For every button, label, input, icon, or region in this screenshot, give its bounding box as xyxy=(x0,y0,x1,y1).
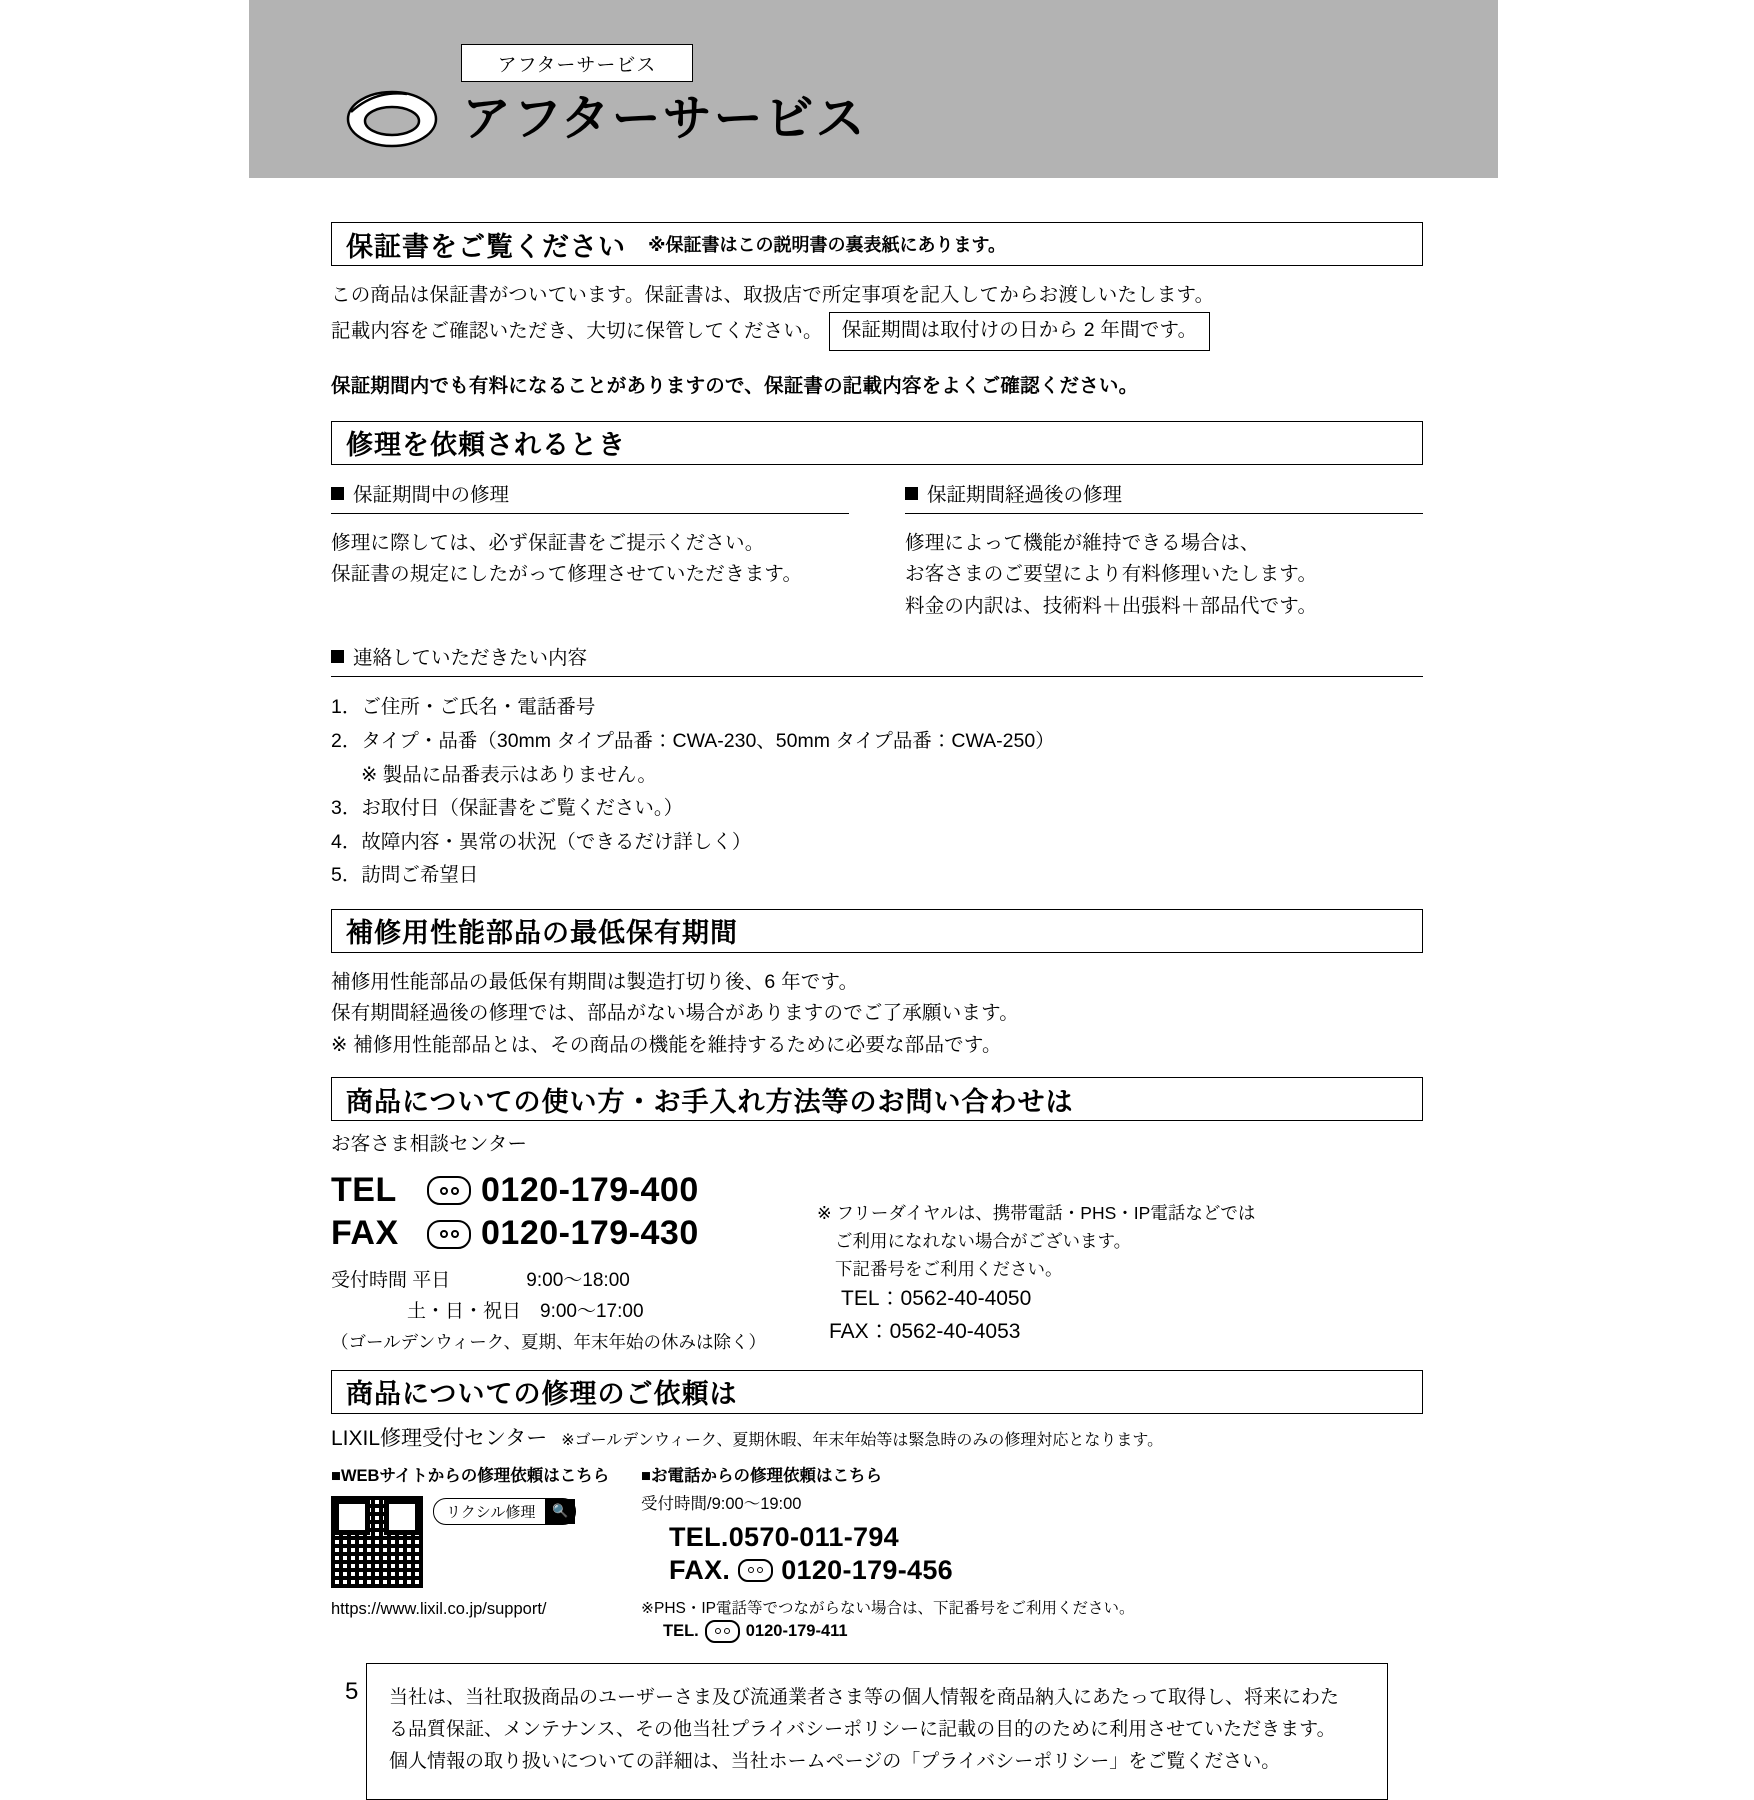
inquiry-center-name: お客さま相談センター xyxy=(331,1133,528,1156)
bullet-square-icon xyxy=(905,487,918,500)
section-heading-repair-request xyxy=(331,421,1423,465)
inquiry-hours-weekday: 平日 9:00〜18:00 xyxy=(412,1270,630,1291)
bullet-square-icon xyxy=(331,487,344,500)
repair-in-warranty-line-2: 保証書の規定にしたがって修理させていただきます。 xyxy=(331,563,803,586)
repair-after-warranty-head-text: 保証期間経過後の修理 xyxy=(927,483,1123,506)
freedial-icon xyxy=(705,1620,740,1643)
repair-phone-head: ■お電話からの修理依頼はこちら xyxy=(641,1466,882,1485)
warranty-line-2: 記載内容をご確認いただき、大切に保管してください。 xyxy=(331,319,823,342)
repair-in-warranty-head xyxy=(331,479,849,514)
inquiry-alt-fax: FAX：0562-40-4053 xyxy=(829,1319,1021,1343)
parts-line-2: 保有期間経過後の修理では、部品がない場合がありますのでご了承願います。 xyxy=(331,1002,1019,1025)
warranty-heading-note: ※保証書はこの説明書の裏表紙にあります。 xyxy=(648,235,1007,255)
repair-phone-fax: 0120-179-456 xyxy=(781,1554,953,1585)
repair-web-head: ■WEBサイトからの修理依頼はこちら xyxy=(331,1466,610,1485)
repair-contact-head xyxy=(331,642,1423,677)
list-item: 3．お取付日（保証書をご覧ください。） xyxy=(331,797,684,820)
qr-code-icon[interactable] xyxy=(331,1496,423,1588)
repair-center-body xyxy=(331,1422,1423,1643)
page-title: アフターサービス xyxy=(462,91,867,146)
list-item: 1．ご住所・ご氏名・電話番号 xyxy=(331,696,596,719)
repair-contact-list xyxy=(331,691,1423,892)
inquiry-hours-weekend: 土・日・祝日 9:00〜17:00 xyxy=(407,1300,644,1322)
repair-after-warranty-line-1: 修理によって機能が維持できる場合は、 xyxy=(905,531,1260,554)
search-keyword-text: リクシル修理 xyxy=(446,1503,536,1521)
warranty-bold-note: 保証期間内でも有料になることがありますので、保証書の記載内容をよくご確認ください。 xyxy=(331,375,1139,398)
repair-phone-hours: 受付時間/9:00〜19:00 xyxy=(641,1494,802,1513)
inquiry-fax-number: 0120-179-430 xyxy=(481,1214,699,1253)
warranty-line-2-wrap xyxy=(331,312,1423,352)
inquiry-heading-text: 商品についての使い方・お手入れ方法等のお問い合わせは xyxy=(346,1086,1074,1117)
inquiry-fax-label: FAX xyxy=(331,1214,399,1253)
privacy-line-1: 当社は、当社取扱商品のユーザーさま及び流通業者さま等の個人情報を商品納入にあたって取得し、将来にわた xyxy=(389,1686,1340,1708)
repair-request-heading-text: 修理を依頼されるとき xyxy=(346,430,626,461)
repair-center-name: LIXIL修理受付センター xyxy=(331,1426,548,1450)
privacy-line-3: 個人情報の取り扱いについての詳細は、当社ホームページの「プライバシーポリシー」をご覧ください。 xyxy=(389,1751,1281,1773)
inquiry-note-line-2: ご利用になれない場合がございます。 xyxy=(835,1230,1132,1251)
page-header xyxy=(345,88,867,150)
inquiry-note xyxy=(801,1169,1255,1348)
warranty-line-1: この商品は保証書がついています。保証書は、取扱店で所定事項を記入してからお渡しいたします。 xyxy=(331,284,1215,306)
list-item: 4．故障内容・異常の状況（できるだけ詳しく） xyxy=(331,830,752,853)
inquiry-numbers xyxy=(331,1169,801,1356)
repair-center-note: ※ゴールデンウィーク、夏期休暇、年末年始等は緊急時のみの修理対応となります。 xyxy=(561,1431,1164,1449)
repair-phone-note-tel-label: TEL. xyxy=(663,1621,699,1640)
repair-phone-tel: TEL.0570-011-794 xyxy=(669,1521,899,1552)
section-heading-repair-center xyxy=(331,1370,1423,1414)
toilet-seat-icon xyxy=(345,88,440,150)
section-heading-parts xyxy=(331,909,1423,953)
inquiry-hours-exception: （ゴールデンウィーク、夏期、年末年始の休みは除く） xyxy=(331,1331,767,1352)
section-heading-warranty xyxy=(331,222,1423,266)
inquiry-note-line-1: ※ フリーダイヤルは、携帯電話・PHS・IP電話などでは xyxy=(817,1202,1256,1223)
repair-center-heading-text: 商品についての修理のご依頼は xyxy=(346,1379,738,1410)
repair-after-warranty-line-2: お客さまのご要望により有料修理いたします。 xyxy=(905,563,1318,586)
inquiry-hours-weekday-row xyxy=(331,1266,801,1297)
parts-body xyxy=(331,967,1423,1062)
section-tab-label: アフターサービス xyxy=(461,44,693,82)
parts-heading-text: 補修用性能部品の最低保有期間 xyxy=(346,918,738,949)
inquiry-contact-row xyxy=(331,1169,1423,1356)
repair-contact-head-text: 連絡していただきたい内容 xyxy=(353,647,588,670)
repair-support-url[interactable]: https://www.lixil.co.jp/support/ xyxy=(331,1599,547,1618)
warranty-body xyxy=(331,280,1423,403)
parts-line-3: ※ 補修用性能部品とは、その商品の機能を維持するために必要な部品です。 xyxy=(331,1033,1002,1056)
repair-phone-fax-row xyxy=(641,1555,1423,1586)
inquiry-alt-tel: TEL：0562-40-4050 xyxy=(841,1286,1032,1310)
freedial-icon xyxy=(427,1220,471,1249)
privacy-line-2: る品質保証、メンテナンス、その他当社プライバシーポリシーに記載の目的のために利用させていただきます。 xyxy=(389,1719,1336,1741)
repair-phone-note-tel-row xyxy=(641,1620,1423,1643)
parts-line-1: 補修用性能部品の最低保有期間は製造打切り後、6 年です。 xyxy=(331,970,859,993)
page-number: 5 xyxy=(345,1678,359,1705)
list-item: 5．訪問ご希望日 xyxy=(331,864,479,887)
inquiry-body xyxy=(331,1129,1423,1355)
inquiry-tel-line xyxy=(331,1169,801,1213)
freedial-icon xyxy=(427,1176,471,1205)
repair-phone-fax-label: FAX. xyxy=(669,1554,731,1585)
inquiry-hours-label: 受付時間 xyxy=(331,1270,408,1291)
repair-web-qr-row xyxy=(331,1486,631,1588)
list-item: 2．タイプ・品番（30mm タイプ品番：CWA-230、50mm タイプ品番：CWA-250） xyxy=(331,730,1055,752)
section-heading-inquiry xyxy=(331,1077,1423,1121)
repair-phone-column xyxy=(631,1462,1423,1643)
repair-web-column xyxy=(331,1462,631,1643)
privacy-policy-box xyxy=(366,1663,1388,1800)
bullet-square-icon xyxy=(331,650,344,663)
repair-in-warranty xyxy=(331,479,849,623)
freedial-icon xyxy=(738,1559,773,1582)
search-keyword-pill[interactable] xyxy=(433,1498,576,1525)
repair-center-name-row xyxy=(331,1422,1423,1452)
repair-after-warranty-head xyxy=(905,479,1423,514)
repair-after-warranty xyxy=(905,479,1423,623)
repair-in-warranty-head-text: 保証期間中の修理 xyxy=(353,483,510,506)
repair-contact-info xyxy=(331,642,1423,892)
inquiry-tel-number: 0120-179-400 xyxy=(481,1170,699,1209)
repair-in-warranty-line-1: 修理に際しては、必ず保証書をご提示ください。 xyxy=(331,531,765,554)
warranty-heading-text: 保証書をご覧ください xyxy=(346,231,626,262)
inquiry-note-line-3: 下記番号をご利用ください。 xyxy=(835,1258,1063,1279)
repair-request-columns xyxy=(331,479,1423,623)
magnifier-icon[interactable]: 🔍 xyxy=(545,1499,575,1524)
repair-phone-note-tel: 0120-179-411 xyxy=(745,1621,848,1640)
list-item: ※ 製品に品番表示はありません。 xyxy=(361,763,657,786)
warranty-period-box: 保証期間は取付けの日から 2 年間です。 xyxy=(829,312,1211,352)
inquiry-hours xyxy=(331,1266,801,1356)
inquiry-tel-label: TEL xyxy=(331,1170,397,1209)
repair-after-warranty-line-3: 料金の内訳は、技術料＋出張料＋部品代です。 xyxy=(905,594,1318,617)
repair-phone-note: ※PHS・IP電話等でつながらない場合は、下記番号をご利用ください。 xyxy=(641,1599,1135,1617)
inquiry-fax-line xyxy=(331,1212,801,1256)
repair-center-columns xyxy=(331,1462,1423,1643)
